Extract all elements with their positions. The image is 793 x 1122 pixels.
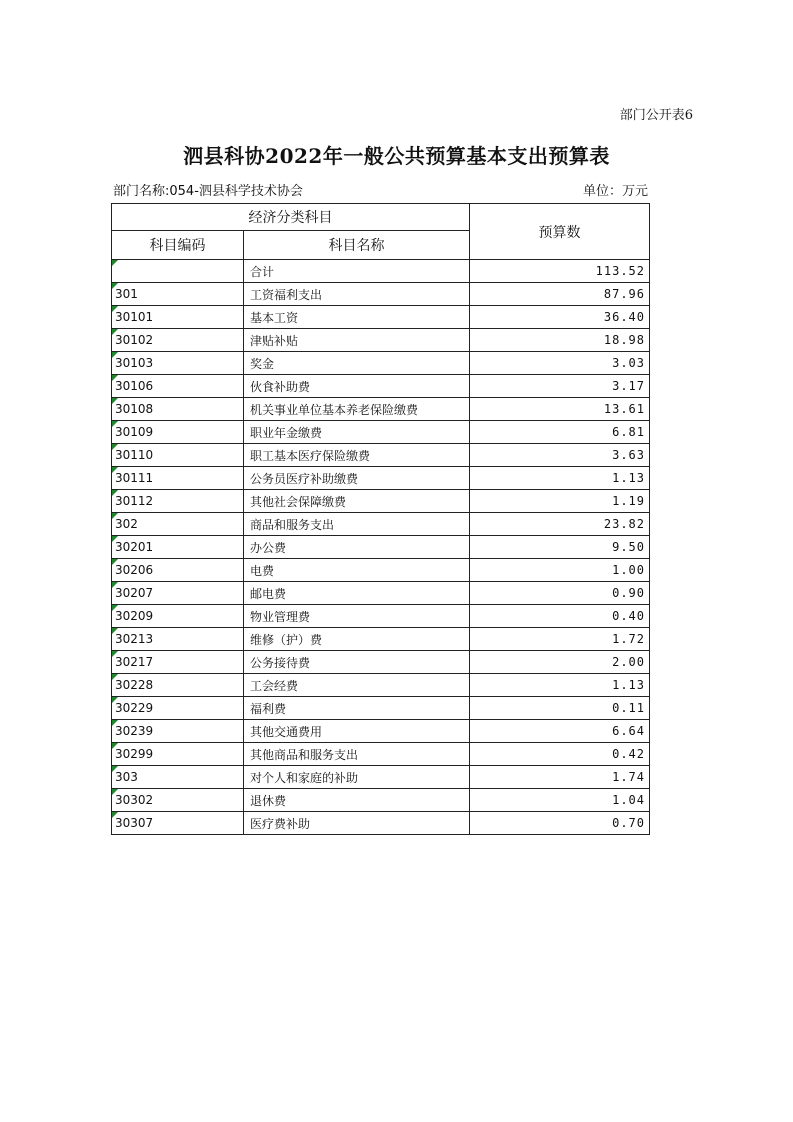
- subject-code: 30217: [115, 655, 154, 669]
- cell-flag-marker: [112, 444, 118, 450]
- table-row: [112, 421, 650, 444]
- subject-code-cell: [112, 605, 244, 628]
- subject-name: 物业管理费: [244, 605, 470, 628]
- subject-code-cell: [112, 490, 244, 513]
- subject-name: 机关事业单位基本养老保险缴费: [244, 398, 470, 421]
- subject-code-cell: [112, 283, 244, 306]
- subject-code: 30111: [115, 471, 154, 485]
- table-row: [112, 743, 650, 766]
- subject-code-cell: [112, 421, 244, 444]
- budget-amount: 9.50: [470, 536, 650, 559]
- subject-name: 工资福利支出: [244, 283, 470, 306]
- cell-flag-marker: [112, 582, 118, 588]
- cell-flag-marker: [112, 467, 118, 473]
- subject-code: 30229: [115, 701, 154, 715]
- budget-table: [111, 203, 650, 835]
- cell-flag-marker: [112, 398, 118, 404]
- budget-amount: 1.74: [470, 766, 650, 789]
- subject-code: 30239: [115, 724, 154, 738]
- budget-amount: 87.96: [470, 283, 650, 306]
- subject-code: 30209: [115, 609, 154, 623]
- subject-name: 医疗费补助: [244, 812, 470, 835]
- subject-code-cell: [112, 513, 244, 536]
- cell-flag-marker: [112, 651, 118, 657]
- cell-flag-marker: [112, 812, 118, 818]
- subject-code-cell: [112, 444, 244, 467]
- table-row: [112, 697, 650, 720]
- cell-flag-marker: [112, 743, 118, 749]
- budget-amount: 0.90: [470, 582, 650, 605]
- subject-code-cell: [112, 789, 244, 812]
- table-row: [112, 559, 650, 582]
- subject-code-header: 科目编码: [112, 231, 244, 260]
- department-name: 部门名称:054-泗县科学技术协会: [113, 184, 303, 199]
- subject-name-header: 科目名称: [244, 231, 470, 260]
- table-row: [112, 513, 650, 536]
- subject-code: 30228: [115, 678, 154, 692]
- subject-name: 维修（护）费: [244, 628, 470, 651]
- budget-amount-header: 预算数: [470, 204, 650, 260]
- cell-flag-marker: [112, 329, 118, 335]
- subject-code-cell: [112, 559, 244, 582]
- subject-name: 电费: [244, 559, 470, 582]
- cell-flag-marker: [112, 766, 118, 772]
- subject-code-cell: [112, 467, 244, 490]
- table-row: [112, 720, 650, 743]
- subject-name: 办公费: [244, 536, 470, 559]
- table-row: [112, 812, 650, 835]
- subject-name: 邮电费: [244, 582, 470, 605]
- subject-code-cell: [112, 260, 244, 283]
- table-row: [112, 329, 650, 352]
- budget-amount: 3.17: [470, 375, 650, 398]
- subject-code-cell: [112, 743, 244, 766]
- subject-code: 30101: [115, 310, 154, 324]
- subject-name: 职工基本医疗保险缴费: [244, 444, 470, 467]
- cell-flag-marker: [112, 306, 118, 312]
- table-row: [112, 651, 650, 674]
- cell-flag-marker: [112, 513, 118, 519]
- budget-amount: 3.63: [470, 444, 650, 467]
- subject-name: 公务接待费: [244, 651, 470, 674]
- cell-flag-marker: [112, 490, 118, 496]
- cell-flag-marker: [112, 720, 118, 726]
- table-row: [112, 605, 650, 628]
- subject-code-cell: [112, 375, 244, 398]
- budget-amount: 18.98: [470, 329, 650, 352]
- cell-flag-marker: [112, 559, 118, 565]
- cell-flag-marker: [112, 674, 118, 680]
- table-row: [112, 375, 650, 398]
- table-row: [112, 490, 650, 513]
- subject-code: 30102: [115, 333, 154, 347]
- subject-code: 30299: [115, 747, 154, 761]
- cell-flag-marker: [112, 352, 118, 358]
- subject-name: 其他商品和服务支出: [244, 743, 470, 766]
- subject-code: 30302: [115, 793, 154, 807]
- subject-code: 30206: [115, 563, 154, 577]
- budget-amount: 13.61: [470, 398, 650, 421]
- document-title: 泗县科协2022年一般公共预算基本支出预算表: [183, 144, 610, 168]
- table-row: [112, 444, 650, 467]
- subject-code: 30112: [115, 494, 154, 508]
- subject-code: 30106: [115, 379, 154, 393]
- subject-name: 福利费: [244, 697, 470, 720]
- budget-amount: 1.13: [470, 674, 650, 697]
- subject-code-cell: [112, 398, 244, 421]
- budget-amount: 3.03: [470, 352, 650, 375]
- budget-amount: 0.40: [470, 605, 650, 628]
- budget-amount: 0.11: [470, 697, 650, 720]
- budget-amount: 0.70: [470, 812, 650, 835]
- budget-amount: 1.04: [470, 789, 650, 812]
- subject-code: 302: [115, 517, 138, 531]
- subject-code: 30207: [115, 586, 154, 600]
- table-row: [112, 674, 650, 697]
- table-row: [112, 766, 650, 789]
- table-row: [112, 352, 650, 375]
- subject-code-cell: [112, 628, 244, 651]
- subject-name: 工会经费: [244, 674, 470, 697]
- subject-code-cell: [112, 674, 244, 697]
- subject-code-cell: [112, 651, 244, 674]
- subject-name: 伙食补助费: [244, 375, 470, 398]
- budget-amount: 2.00: [470, 651, 650, 674]
- subject-code-cell: [112, 329, 244, 352]
- subject-code-cell: [112, 766, 244, 789]
- cell-flag-marker: [112, 536, 118, 542]
- subject-code: 30103: [115, 356, 154, 370]
- cell-flag-marker: [112, 789, 118, 795]
- cell-flag-marker: [112, 697, 118, 703]
- cell-flag-marker: [112, 375, 118, 381]
- budget-amount: 6.81: [470, 421, 650, 444]
- subject-name: 退休费: [244, 789, 470, 812]
- table-row: [112, 306, 650, 329]
- table-row: [112, 260, 650, 283]
- table-row: [112, 536, 650, 559]
- cell-flag-marker: [112, 283, 118, 289]
- budget-amount: 36.40: [470, 306, 650, 329]
- subject-code-cell: [112, 582, 244, 605]
- page-label: 部门公开表6: [619, 108, 693, 123]
- table-row: [112, 582, 650, 605]
- subject-code-cell: [112, 720, 244, 743]
- subject-name: 津贴补贴: [244, 329, 470, 352]
- budget-amount: 6.64: [470, 720, 650, 743]
- budget-amount: 113.52: [470, 260, 650, 283]
- budget-amount: 23.82: [470, 513, 650, 536]
- cell-flag-marker: [112, 628, 118, 634]
- budget-amount: 0.42: [470, 743, 650, 766]
- budget-amount: 1.13: [470, 467, 650, 490]
- subject-code: 30201: [115, 540, 154, 554]
- subject-code-cell: [112, 306, 244, 329]
- subject-name: 其他社会保障缴费: [244, 490, 470, 513]
- subject-code: 30109: [115, 425, 154, 439]
- economic-classification-header: 经济分类科目: [112, 204, 470, 231]
- cell-flag-marker: [112, 260, 118, 266]
- subject-name: 商品和服务支出: [244, 513, 470, 536]
- subject-code-cell: [112, 812, 244, 835]
- subject-code: 30108: [115, 402, 154, 416]
- table-row: [112, 789, 650, 812]
- unit-label: 单位：万元: [582, 184, 648, 199]
- table-row: [112, 467, 650, 490]
- table-body: [112, 260, 650, 835]
- budget-amount: 1.00: [470, 559, 650, 582]
- subject-name: 基本工资: [244, 306, 470, 329]
- cell-flag-marker: [112, 421, 118, 427]
- subject-code-cell: [112, 697, 244, 720]
- budget-amount: 1.72: [470, 628, 650, 651]
- subject-code: 30110: [115, 448, 154, 462]
- table-row: [112, 283, 650, 306]
- subject-code-cell: [112, 352, 244, 375]
- table-row: [112, 398, 650, 421]
- subject-code: 301: [115, 287, 138, 301]
- cell-flag-marker: [112, 605, 118, 611]
- subject-name: 合计: [244, 260, 470, 283]
- subject-name: 对个人和家庭的补助: [244, 766, 470, 789]
- subject-code: 30307: [115, 816, 154, 830]
- subject-code-cell: [112, 536, 244, 559]
- table-row: [112, 628, 650, 651]
- subject-code: 303: [115, 770, 138, 784]
- subject-code: 30213: [115, 632, 154, 646]
- subject-name: 奖金: [244, 352, 470, 375]
- subject-name: 职业年金缴费: [244, 421, 470, 444]
- subject-name: 其他交通费用: [244, 720, 470, 743]
- budget-amount: 1.19: [470, 490, 650, 513]
- subject-name: 公务员医疗补助缴费: [244, 467, 470, 490]
